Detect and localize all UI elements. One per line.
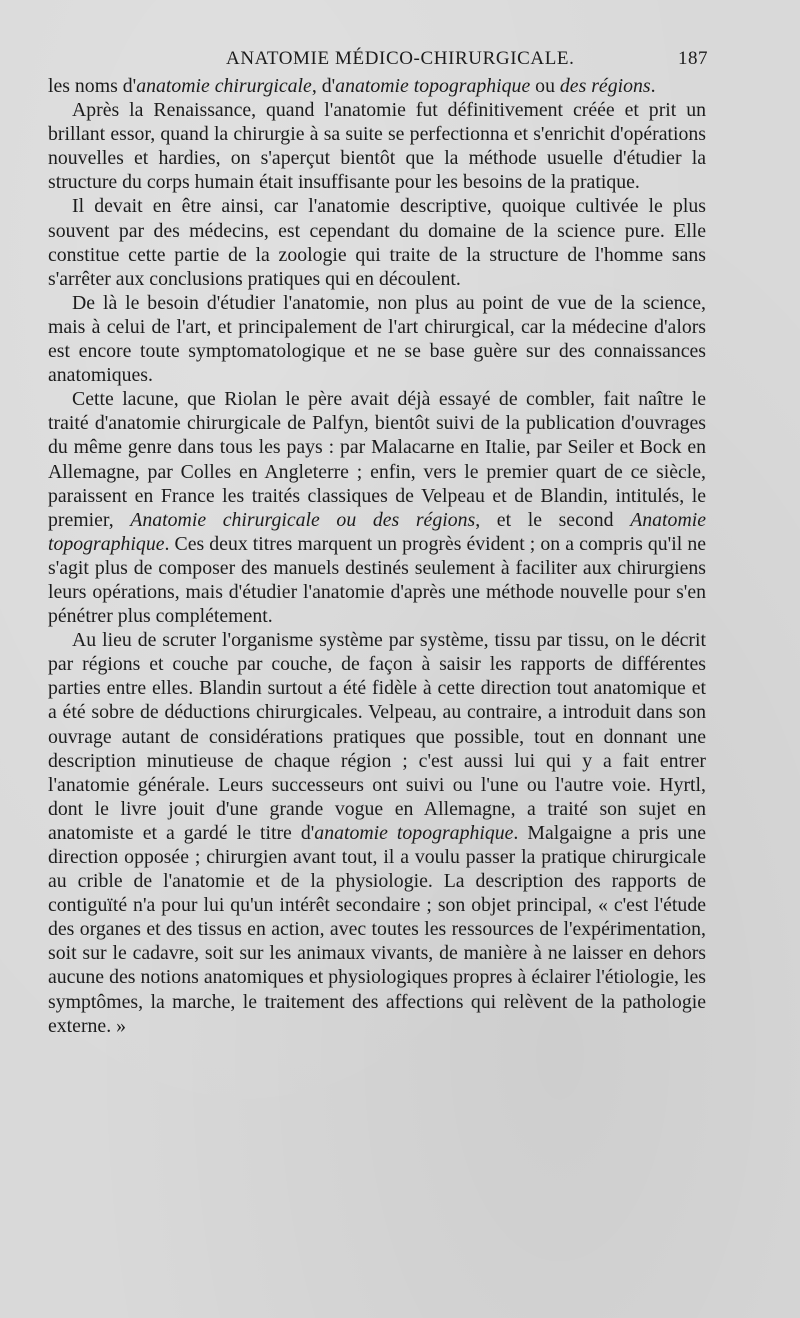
text-run: Au lieu de scruter l'organisme système par système, tissu par tissu, on le décrit par régions et couche par couche, de façon à saisir les rapports de différentes parties entre elles. Blandin surtout a été fidèle à cette direction tout anatomique et a été sobre de déductions chirurgicales. Velpeau, au contraire, a introduit dans son ouvrage autant de considérations pratiques que possible, tout en donnant une description minutieuse de chaque région ; c'est aussi lui qui y a fait entrer l'anatomie générale. Leurs successeurs ont suivi ou l'une ou l'autre voie. Hyrtl, dont le livre jouit d'une grande vogue en Allemagne, a traité son sujet en anatomiste et a gardé le titre d' [48,629,706,844]
paragraph [48,194,706,290]
italic-text-run: anatomie topographique [314,821,514,844]
running-title: ANATOMIE MÉDICO-CHIRURGICALE. [226,48,575,69]
paragraph [48,628,706,1038]
italic-text-run: Anatomie topographique [48,508,706,555]
text-run: , et le second [475,508,631,531]
text-run: . [650,75,656,97]
paragraph [48,387,706,628]
text-run: De là le besoin d'étudier l'anatomie, non plus au point de vue de la science, mais à celui de l'art, et principalement de l'art chirurgical, car la médecine d'alors est encore toute symptomatologique et ne se base guère sur des connaissances anatomiques. [48,291,706,387]
italic-text-run: Anatomie chirurgicale ou des régions [130,508,476,531]
italic-text-run: anatomie topographique [335,75,531,97]
text-run: , d' [311,75,336,97]
page-header [48,44,708,72]
text-run: Cette lacune, que Riolan le père avait déjà essayé de combler, fait naître le traité d'anatomie chirurgicale de Palfyn, bientôt suivi de la publication d'ouvrages du même genre dans tous les pays : par Malacarne en Italie, par Seiler et Bock en Allemagne, par Colles en Angleterre ; enfin, vers le premier quart de ce siècle, paraissent en France les traités classiques de Velpeau et de Blandin, intitulés, le premier, [48,388,706,531]
text-run: les noms d' [48,75,137,97]
italic-text-run: des régions [559,75,651,97]
text-run: . Ces deux titres marquent un progrès évident ; on a compris qu'il ne s'agit plus de composer des manuels destinés seulement à faciliter aux chirurgiens leurs opérations, mais d'étudier l'anatomie d'après une méthode nouvelle pour s'en pénétrer plus complétement. [48,532,706,628]
paragraph [48,74,706,98]
text-run: . Malgaigne a pris une direction opposée ; chirurgien avant tout, il a voulu passer la pratique chirurgicale au crible de l'anatomie et de la physiologie. La description des rapports de contiguïté n'a pour lui qu'un intérêt secondaire ; son objet principal, « c'est l'étude des organes et des tissus en action, avec toutes les ressources de l'expérimentation, soit sur le cadavre, soit sur les animaux vivants, de manière à ne laisser en dehors aucune des notions anatomiques et physiologiques propres à éclairer l'étiologie, les symptômes, la marche, le traitement des affections qui relèvent de la pathologie externe. » [48,821,706,1037]
paragraph [48,98,706,194]
page-number: 187 [678,48,708,69]
paragraph [48,291,706,387]
italic-text-run: anatomie chirurgicale [136,75,312,97]
text-run: Après la Renaissance, quand l'anatomie fut définitivement créée et prit un brillant essor, quand la chirurgie à sa suite se perfectionna et s'enrichit d'opérations nouvelles et hardies, on s'aperçut bientôt que la méthode usuelle d'étudier la structure du corps humain était insuffisante pour les besoins de la pratique. [48,99,706,194]
body-text [48,74,706,1038]
text-run: ou [530,75,560,97]
text-run: Il devait en être ainsi, car l'anatomie descriptive, quoique cultivée le plus souvent par des médecins, est cependant du domaine de la science pure. Elle constitue cette partie de la zoologie qui traite de la structure de l'homme sans s'arrêter aux conclusions pratiques qui en découlent. [48,195,706,290]
